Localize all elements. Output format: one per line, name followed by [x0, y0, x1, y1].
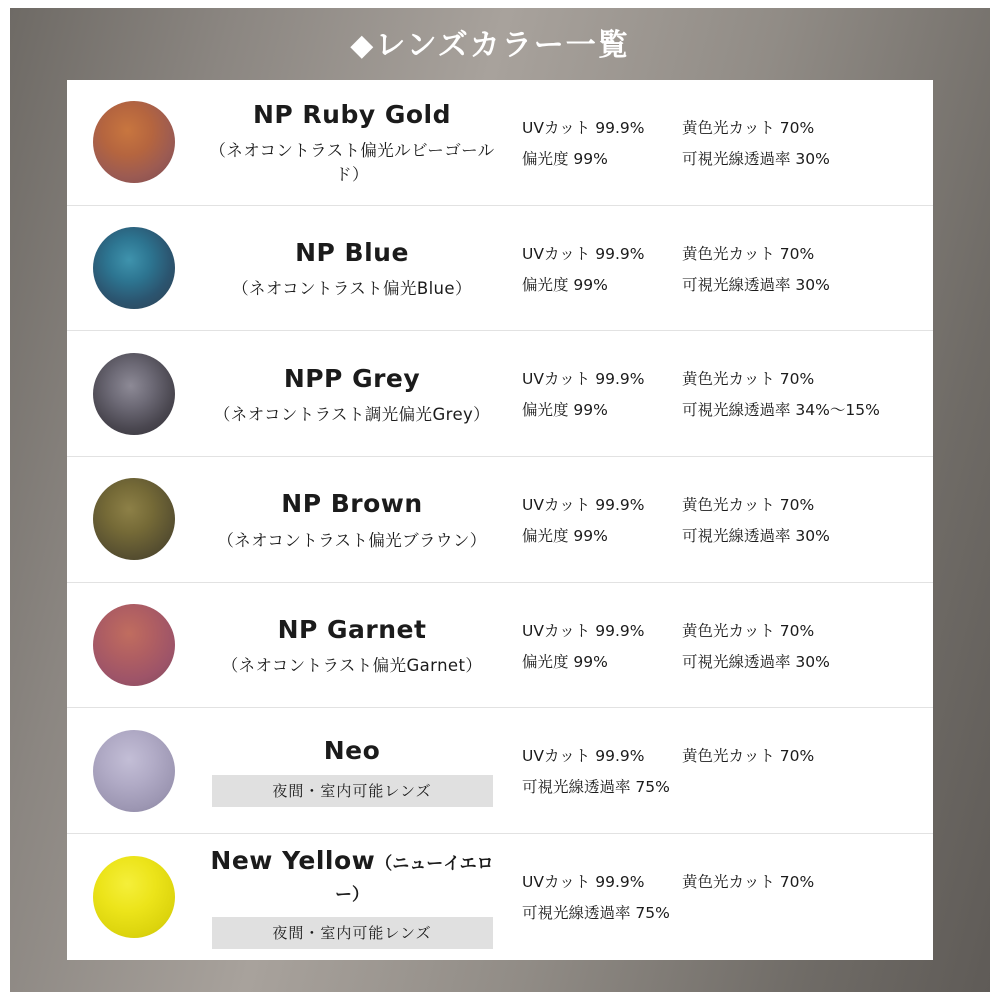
swatch-cell: [67, 227, 200, 309]
swatch-cell: [67, 101, 200, 183]
spec-cell: [510, 744, 933, 797]
spec-vlt: 可視光線透過率 34%〜15%: [682, 401, 880, 420]
lens-name-cell: [200, 845, 510, 949]
spec-grid: [522, 744, 933, 797]
lens-color-list: [67, 80, 933, 960]
night-indoor-badge: 夜間・室内可能レンズ: [212, 775, 493, 807]
lens-name-jp: （ネオコントラスト偏光ルビーゴールド）: [209, 141, 495, 185]
spec-vlt: 可視光線透過率 30%: [682, 149, 830, 168]
spec-uv-cut: UVカット 99.9%: [522, 118, 645, 137]
lens-name-en: NP Ruby Gold: [252, 100, 452, 130]
spec-grid: [522, 870, 933, 923]
lens-row: [67, 834, 933, 960]
spec-vlt: 可視光線透過率 30%: [682, 526, 830, 545]
spec-vlt: 可視光線透過率 30%: [682, 275, 830, 294]
spec-uv-cut: UVカット 99.9%: [522, 244, 645, 263]
lens-name-cell: [200, 735, 510, 807]
spec-grid: [522, 493, 933, 546]
lens-row: [67, 583, 933, 709]
lens-name-en: NP Garnet: [277, 614, 427, 644]
spec-polarization: 偏光度 99%: [522, 275, 608, 294]
spec-vlt: 可視光線透過率 75%: [522, 904, 670, 923]
lens-row: [67, 708, 933, 834]
lens-name-jp: （ネオコントラスト偏光Garnet）: [221, 656, 483, 676]
lens-row: [67, 457, 933, 583]
spec-cell: [510, 116, 933, 169]
spec-yellow-cut: 黄色光カット 70%: [682, 118, 815, 137]
lens-swatch-np-garnet: [93, 604, 175, 686]
lens-name-jp: （ネオコントラスト偏光Blue）: [232, 279, 472, 299]
lens-swatch-new-yellow: [93, 856, 175, 938]
swatch-cell: [67, 478, 200, 560]
spec-uv-cut: UVカット 99.9%: [522, 495, 645, 514]
spec-grid: [522, 619, 933, 672]
spec-yellow-cut: 黄色光カット 70%: [682, 873, 815, 892]
spec-cell: [510, 493, 933, 546]
spec-polarization: 偏光度 99%: [522, 652, 608, 671]
spec-cell: [510, 242, 933, 295]
night-indoor-badge: 夜間・室内可能レンズ: [212, 917, 493, 949]
lens-name-en: NP Blue: [295, 237, 409, 267]
lens-name-jp: （ネオコントラスト調光偏光Grey）: [213, 404, 491, 424]
spec-cell: [510, 870, 933, 923]
spec-cell: [510, 367, 933, 420]
lens-name-en: NP Brown: [281, 489, 423, 519]
lens-name-cell: [200, 99, 510, 185]
spec-uv-cut: UVカット 99.9%: [522, 370, 645, 389]
lens-name-cell: [200, 237, 510, 299]
swatch-cell: [67, 604, 200, 686]
lens-swatch-npp-grey: [93, 353, 175, 435]
lens-name-en-suffix: （ニューイエロー）: [335, 854, 494, 906]
spec-polarization: 偏光度 99%: [522, 401, 608, 420]
spec-yellow-cut: 黄色光カット 70%: [682, 244, 815, 263]
lens-name-en: NPP Grey: [283, 363, 421, 393]
spec-yellow-cut: 黄色光カット 70%: [682, 495, 815, 514]
spec-uv-cut: UVカット 99.9%: [522, 747, 645, 766]
page-title: ◆レンズカラー一覧: [350, 28, 630, 63]
lens-name-jp: （ネオコントラスト偏光ブラウン）: [217, 530, 487, 550]
spec-polarization: 偏光度 99%: [522, 149, 608, 168]
lens-name-en: Neo: [323, 735, 381, 765]
spec-yellow-cut: 黄色光カット 70%: [682, 621, 815, 640]
lens-swatch-np-blue: [93, 227, 175, 309]
lens-name-cell: [200, 614, 510, 676]
lens-name-en: New Yellow（ニューイエロー）: [210, 846, 494, 906]
spec-uv-cut: UVカット 99.9%: [522, 873, 645, 892]
lens-swatch-np-brown: [93, 478, 175, 560]
swatch-cell: [67, 730, 200, 812]
spec-polarization: 偏光度 99%: [522, 526, 608, 545]
spec-grid: [522, 367, 933, 420]
spec-yellow-cut: 黄色光カット 70%: [682, 370, 815, 389]
spec-grid: [522, 116, 933, 169]
lens-row: [67, 206, 933, 332]
spec-uv-cut: UVカット 99.9%: [522, 621, 645, 640]
lens-swatch-neo: [93, 730, 175, 812]
lens-name-cell: [200, 363, 510, 425]
spec-yellow-cut: 黄色光カット 70%: [682, 747, 815, 766]
spec-vlt: 可視光線透過率 30%: [682, 652, 830, 671]
lens-row: [67, 331, 933, 457]
lens-name-cell: [200, 488, 510, 550]
swatch-cell: [67, 856, 200, 938]
lens-swatch-np-ruby-gold: [93, 101, 175, 183]
lens-row: [67, 80, 933, 206]
spec-grid: [522, 242, 933, 295]
spec-vlt: 可視光線透過率 75%: [522, 778, 670, 797]
spec-cell: [510, 619, 933, 672]
swatch-cell: [67, 353, 200, 435]
